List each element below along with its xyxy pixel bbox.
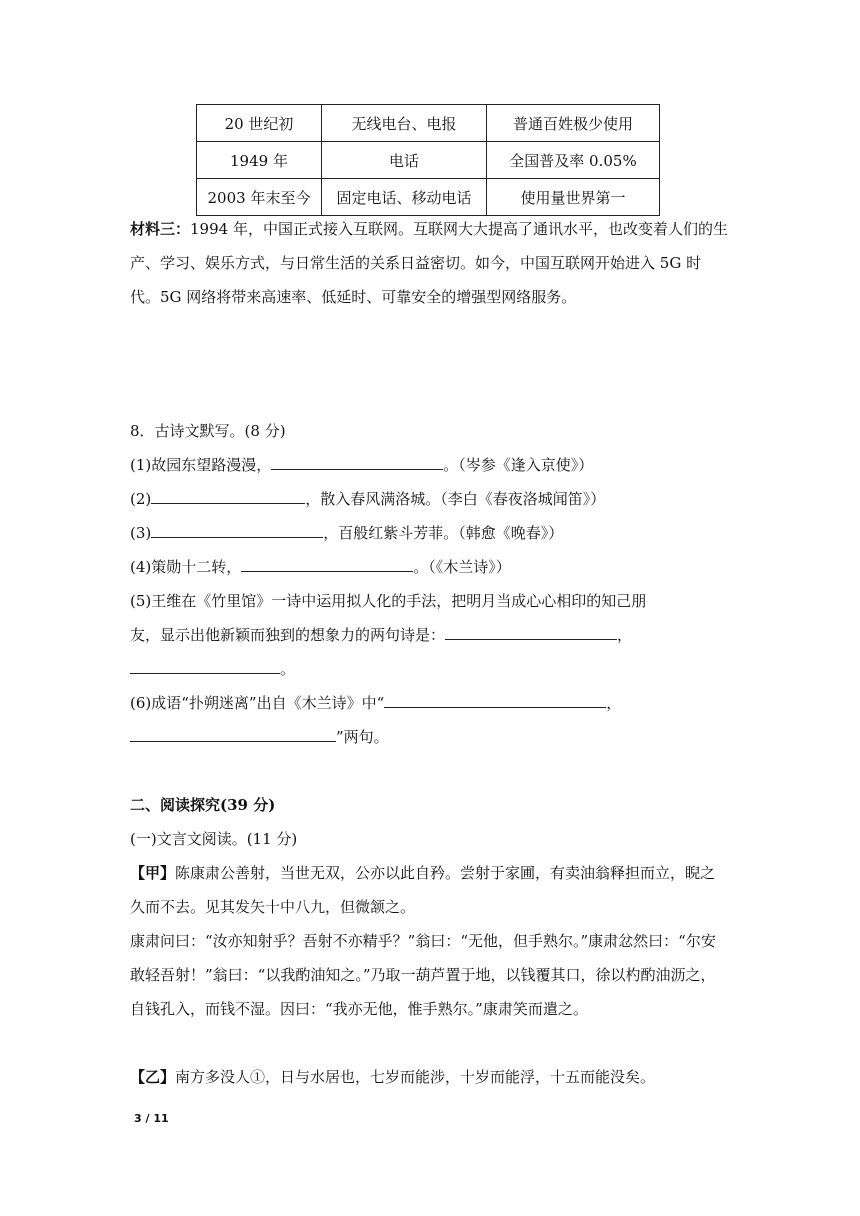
- table-cell: 普通百姓极少使用: [487, 105, 660, 142]
- q8-item-4-source: 。（《木兰诗》）: [413, 558, 511, 576]
- q8-item-6-line-2: [130, 726, 389, 747]
- answer-blank[interactable]: [384, 693, 606, 708]
- table-row: [197, 105, 660, 142]
- material-three-text: 1994 年，中国正式接入互联网。互联网大大提高了通讯水平，也改变着人们的生产、学习、娱乐方式，与日常生活的关系日益密切。如今，中国互联网开始进入 5G 时代。5G 网络将带来高速率、低延时、可靠安全的增强型网络服务。: [130, 220, 728, 306]
- table-cell: 1949 年: [197, 142, 322, 179]
- table-cell: 20 世纪初: [197, 105, 322, 142]
- passage-yi-text: 南方多没人①，日与水居也，七岁而能涉，十岁而能浮，十五而能没矣。: [175, 1068, 656, 1086]
- passage-yi: [130, 1060, 730, 1094]
- passage-yi-label: 【乙】: [130, 1068, 176, 1086]
- page-number: 3 / 11: [134, 1112, 169, 1125]
- passage-jia-label: 【甲】: [130, 864, 176, 882]
- q8-item-2: [130, 488, 605, 509]
- answer-blank[interactable]: [445, 625, 617, 640]
- section-2-subtitle: (一)文言文阅读。(11 分): [130, 830, 298, 848]
- passage-jia: [130, 856, 730, 924]
- answer-blank[interactable]: [151, 523, 323, 538]
- q8-item-1-source: 。（岑参《逢入京使》）: [443, 456, 594, 474]
- answer-blank[interactable]: [271, 455, 443, 470]
- q8-item-5-line-1: (5)王维在《竹里馆》一诗中运用拟人化的手法，把明月当成心心相印的知己朋: [130, 592, 647, 610]
- q8-item-1: [130, 454, 593, 475]
- passage-jia-continued: 康肃问曰：“汝亦知射乎？吾射不亦精乎？”翁曰：“无他，但手熟尔。”康肃忿然曰：“尔安敢轻吾射！”翁曰：“以我酌油知之。”乃取一葫芦置于地，以钱覆其口，徐以杓酌油沥之，自钱孔入，而钱不湿。因曰：“我亦无他，惟手熟尔。”康肃笑而遣之。: [130, 932, 716, 1018]
- table-row: [197, 142, 660, 179]
- answer-blank[interactable]: [130, 727, 336, 742]
- q8-item-5-line-2: [130, 624, 632, 645]
- section-2-title: 二、阅读探究(39 分): [130, 796, 276, 814]
- q8-item-4-text: (4)策勋十二转，: [130, 558, 242, 576]
- table-cell: 使用量世界第一: [487, 179, 660, 216]
- q8-item-6-line-1: [130, 692, 621, 713]
- table-cell: 无线电台、电报: [322, 105, 487, 142]
- table-cell: 2003 年末至今: [197, 179, 322, 216]
- q8-item-5-line-3: [130, 658, 295, 679]
- answer-blank[interactable]: [151, 489, 305, 504]
- material-three-label: 材料三：: [130, 220, 191, 238]
- q8-item-2-text: ，散入春风满洛城。（李白《春夜洛城闻笛》）: [305, 490, 606, 508]
- q8-item-2-num: (2): [130, 490, 152, 508]
- q8-item-4: [130, 556, 511, 577]
- table-cell: 固定电话、移动电话: [322, 179, 487, 216]
- table-cell: 全国普及率 0.05%: [487, 142, 660, 179]
- table-cell: 电话: [322, 142, 487, 179]
- communication-table: [196, 104, 660, 216]
- question-8-title: 8．古诗文默写。(8 分): [130, 422, 286, 440]
- q8-item-6-end: ”两句。: [336, 728, 389, 746]
- q8-item-3-num: (3): [130, 524, 152, 542]
- q8-item-5-comma: ，: [617, 626, 633, 644]
- q8-item-1-text: (1)故园东望路漫漫，: [130, 456, 272, 474]
- q8-item-5-end: 。: [280, 660, 296, 678]
- q8-item-6-comma: ，: [606, 694, 622, 712]
- material-three: [130, 212, 730, 314]
- q8-item-5-text: 友，显示出他新颖而独到的想象力的两句诗是：: [130, 626, 446, 644]
- q8-item-6-text: (6)成语“扑朔迷离”出自《木兰诗》中“: [130, 694, 385, 712]
- q8-item-3-text: ，百般红紫斗芳菲。（韩愈《晚春》）: [323, 524, 564, 542]
- answer-blank[interactable]: [130, 659, 280, 674]
- q8-item-3: [130, 522, 563, 543]
- passage-jia-text: 陈康肃公善射，当世无双，公亦以此自矜。尝射于家圃，有卖油翁释担而立，睨之久而不去。见其发矢十中八九，但微颔之。: [130, 864, 716, 916]
- table-row: [197, 179, 660, 216]
- answer-blank[interactable]: [241, 557, 413, 572]
